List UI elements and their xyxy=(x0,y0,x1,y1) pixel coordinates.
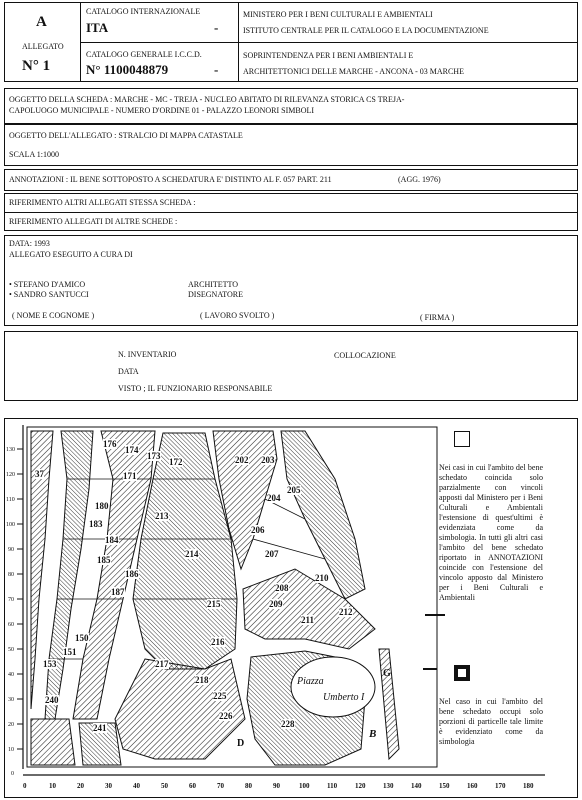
scale-left-label: 30 xyxy=(8,697,14,703)
parcel-label: 207 xyxy=(265,549,279,559)
n-inventario: N. INVENTARIO xyxy=(118,350,177,359)
left-scale-ticks xyxy=(17,449,23,749)
scale-bottom-label: 160 xyxy=(467,782,478,790)
allegato-letter: A xyxy=(36,14,47,30)
legend-symbol-hollow xyxy=(454,431,470,447)
scale-left-label: 100 xyxy=(6,522,15,528)
parcel-label: 153 xyxy=(43,659,57,669)
parcel-label: 204 xyxy=(267,493,281,503)
scale-bottom-label: 0 xyxy=(23,782,27,790)
parcel-label: 218 xyxy=(195,675,209,685)
scale-bottom-label: 80 xyxy=(245,782,252,790)
parcel-label: 183 xyxy=(89,519,103,529)
scale-bottom-label: 130 xyxy=(383,782,394,790)
scale-bottom-label: 20 xyxy=(77,782,84,790)
scale-left-label: 60 xyxy=(8,622,14,628)
parcel-label: B xyxy=(369,728,377,740)
allegato-label: ALLEGATO xyxy=(22,42,64,51)
scale-bottom-label: 150 xyxy=(439,782,450,790)
scale-left-label: 80 xyxy=(8,572,14,578)
parcel-label: 208 xyxy=(275,583,289,593)
scale-bottom-label: 50 xyxy=(161,782,168,790)
scale-bottom-label: 10 xyxy=(49,782,56,790)
parcel-label: 171 xyxy=(123,471,137,481)
parcel-label: 241 xyxy=(93,723,107,733)
cat-generale-value: N° 1100048879 xyxy=(86,62,169,77)
oggetto-scheda-line-2: CAPOLUOGO MUNICIPALE - NUMERO D'ORDINE 01 - PALAZZO LEONORI SIMBOLI xyxy=(9,106,315,115)
scale-bottom-label: 140 xyxy=(411,782,422,790)
parcel-label: 150 xyxy=(75,633,89,643)
legend-text-2: Nel caso in cui l'ambito del bene schedato occupi solo porzioni di particelle tale limite è evidenziato come da simbologia xyxy=(439,697,543,746)
parcel-label: 209 xyxy=(269,599,283,609)
parcel-label: 151 xyxy=(63,647,77,657)
parcel-label: G xyxy=(383,668,391,679)
oggetto-scheda-line-1: OGGETTO DELLA SCHEDA : MARCHE - MC - TREJA - NUCLEO ABITATO DI RILEVANZA STORICA CS TREJA- xyxy=(9,95,405,104)
parcel-label: 240 xyxy=(45,695,59,705)
scale-left-label: 110 xyxy=(6,497,15,503)
scale-bottom-label: 40 xyxy=(133,782,140,790)
scale-left-label: 130 xyxy=(6,447,15,453)
scale-left-label: 120 xyxy=(6,472,15,478)
scale-bottom-label: 110 xyxy=(327,782,338,790)
esecuzione-eseguito: ALLEGATO ESEGUITO A CURA DI xyxy=(9,250,133,259)
header-mid-line-right xyxy=(238,42,578,43)
scale-left-label: 20 xyxy=(8,722,14,728)
parcel-label: 173 xyxy=(147,451,161,461)
inventario-data: DATA xyxy=(118,367,139,376)
parcel-label: 187 xyxy=(111,587,125,597)
oggetto-allegato-text: OGGETTO DELL'ALLEGATO : STRALCIO DI MAPPA CATASTALE xyxy=(9,131,243,140)
parcel-label: 228 xyxy=(281,719,295,729)
riferimento-stessa-scheda: RIFERIMENTO ALTRI ALLEGATI STESSA SCHEDA : xyxy=(9,198,196,207)
legend-symbol-bold xyxy=(454,665,470,681)
lavoro-svolto-caption: ( LAVORO SVOLTO ) xyxy=(200,311,275,320)
parcel-label: 211 xyxy=(301,615,315,625)
annotazioni-text: ANNOTAZIONI : IL BENE SOTTOPOSTO A SCHEDATURA E' DISTINTO AL F. 057 PART. 211 xyxy=(9,175,332,184)
nome-cognome-caption: ( NOME E COGNOME ) xyxy=(12,311,95,320)
parcel-label: 202 xyxy=(235,455,249,465)
scale-left-label: 0 xyxy=(11,771,14,777)
parcel-label: 180 xyxy=(95,501,109,511)
riferimenti-divider xyxy=(4,212,578,213)
visto-funzionario: VISTO ; IL FUNZIONARIO RESPONSABILE xyxy=(118,384,273,393)
parcel-label: 176 xyxy=(103,439,117,449)
parcel-label: 203 xyxy=(261,455,275,465)
parcel-label: 172 xyxy=(169,457,183,467)
umberto-label: Umberto I xyxy=(323,692,365,703)
scale-bottom-label: 120 xyxy=(355,782,366,790)
scale-bottom-label: 100 xyxy=(299,782,310,790)
parcel-label: D xyxy=(237,738,245,749)
person-2: • SANDRO SANTUCCI xyxy=(9,290,89,299)
parcel-label: 225 xyxy=(213,691,227,701)
esecuzione-data: DATA: 1993 xyxy=(9,239,50,248)
parcel-label: 213 xyxy=(155,511,169,521)
soprintendenza-line-2: ARCHITETTONICI DELLE MARCHE - ANCONA - 03 MARCHE xyxy=(243,67,464,76)
scala-text: SCALA 1:1000 xyxy=(9,150,60,159)
parcel-label: 37 xyxy=(35,469,44,479)
parcel-label: 210 xyxy=(315,573,329,583)
ministero-line-2: ISTITUTO CENTRALE PER IL CATALOGO E LA DOCUMENTAZIONE xyxy=(243,26,489,35)
cat-generale-dash: - xyxy=(214,62,219,77)
scale-left-label: 40 xyxy=(8,672,14,678)
cadastral-map xyxy=(4,418,578,798)
parcel-label: 212 xyxy=(339,607,353,617)
scale-left-label: 10 xyxy=(8,747,14,753)
parcel-label: 184 xyxy=(105,535,119,545)
cat-internazionale-dash: - xyxy=(214,20,219,35)
legend-text-1: Nei casi in cui l'ambito del bene schedato coincida solo parzialmente con vincoli apposti dal Ministero per i Beni Culturali e Ambientali l'estensione di quest'ultimi è evidenziata come da simbologia. In tutti gli altri casi l'ambito del bene schedato riportato in ANNOTAZIONI coincide con l'estensione del vincolo apposto dal Ministero per i Beni Culturali e Ambientali xyxy=(439,463,543,602)
soprintendenza-line-1: SOPRINTENDENZA PER I BENI AMBIENTALI E xyxy=(243,51,414,60)
annotazioni-agg: (AGG. 1976) xyxy=(398,175,441,184)
scale-bottom-label: 30 xyxy=(105,782,112,790)
parcel-label: 206 xyxy=(251,525,265,535)
cat-generale-label: CATALOGO GENERALE I.C.C.D. xyxy=(86,50,202,59)
scale-bottom-label: 60 xyxy=(189,782,196,790)
header-mid-line xyxy=(80,42,238,43)
piazza-label: Piazza xyxy=(297,676,324,687)
parcel-label: 226 xyxy=(219,711,233,721)
parcel-label: 185 xyxy=(97,555,111,565)
parcel-label: 216 xyxy=(211,637,225,647)
allegato-number: N° 1 xyxy=(22,58,51,74)
scale-left-label: 50 xyxy=(8,647,14,653)
scale-bottom-label: 180 xyxy=(523,782,534,790)
parcel-label: 174 xyxy=(125,445,139,455)
riferimento-altre-schede: RIFERIMENTO ALLEGATI DI ALTRE SCHEDE : xyxy=(9,217,178,226)
parcel-label: 205 xyxy=(287,485,301,495)
scale-bottom-label: 170 xyxy=(495,782,506,790)
parcel-label: 214 xyxy=(185,549,199,559)
parcel-label: 217 xyxy=(155,659,169,669)
parcel-label: 186 xyxy=(125,569,139,579)
ministero-line-1: MINISTERO PER I BENI CULTURALI E AMBIENTALI xyxy=(243,10,433,19)
scale-left-label: 90 xyxy=(8,547,14,553)
inventario-box xyxy=(4,331,578,401)
cat-internazionale-label: CATALOGO INTERNAZIONALE xyxy=(86,7,201,16)
cat-internazionale-value: ITA xyxy=(86,20,109,35)
collocazione: COLLOCAZIONE xyxy=(334,351,396,360)
person-1: • STEFANO D'AMICO xyxy=(9,280,86,289)
scale-bottom-label: 90 xyxy=(273,782,280,790)
firma-caption: ( FIRMA ) xyxy=(420,313,455,322)
parcel-label: 215 xyxy=(207,599,221,609)
role-2: DISEGNATORE xyxy=(188,290,243,299)
scale-bottom-label: 70 xyxy=(217,782,224,790)
scale-left-label: 70 xyxy=(8,597,14,603)
role-1: ARCHITETTO xyxy=(188,280,239,289)
